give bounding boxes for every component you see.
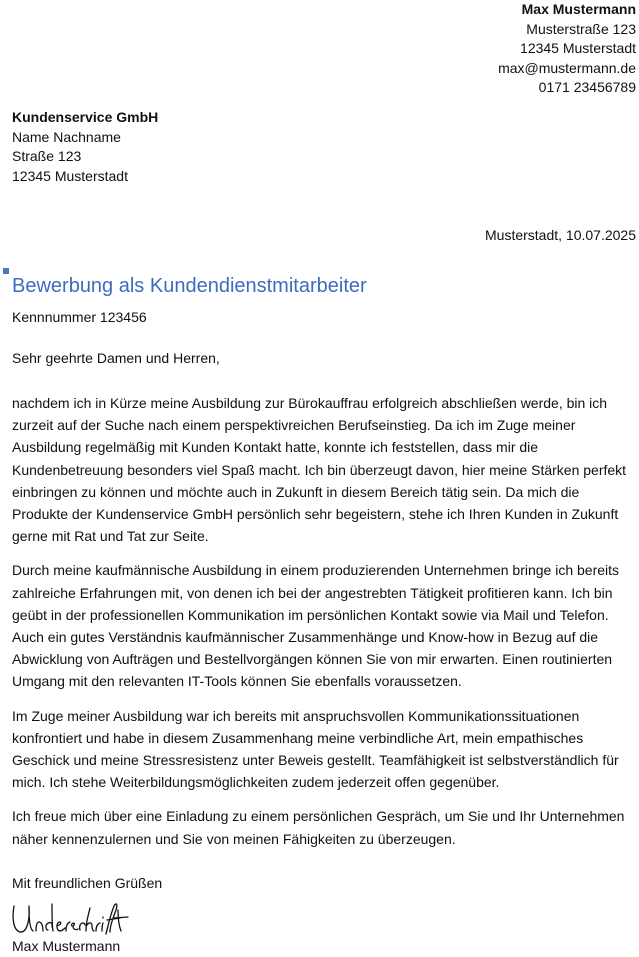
- letter-body: [12, 392, 630, 862]
- signer-name: Max Mustermann: [12, 938, 121, 954]
- paragraph-mark-icon: [3, 268, 9, 274]
- sender-name: Max Mustermann: [521, 1, 636, 17]
- recipient-city: 12345 Musterstadt: [12, 167, 128, 184]
- recipient-company: Kundenservice GmbH: [12, 109, 159, 125]
- closing-phrase: Mit freundlichen Grüßen: [12, 875, 163, 891]
- sender-phone: 0171 23456789: [538, 79, 636, 95]
- recipient-address-block: [12, 108, 158, 186]
- sender-email: max@mustermann.de: [498, 59, 636, 76]
- body-paragraph: Durch meine kaufmännische Ausbildung in einem produzierenden Unternehmen bringe ich bereits zahlreiche Erfahrungen mit, von denen ich bei der angestrebten Tätigkeit profitieren kann. Ich bin geübt in der professionellen Kommunikation im persönlichen Kontakt sowie via Mail und Telefon. Auch ein gutes Verständnis kaufmännischer Zusammenhänge und Know-how in Bezug auf die Abwicklung von Aufträgen und Bestellvorgängen können Sie von mir erwarten. Einen routinierten Umgang mit den relevanten IT-Tools können Sie ebenfalls voraussetzen.: [12, 562, 620, 690]
- recipient-contact: Name Nachname: [12, 128, 121, 145]
- recipient-street: Straße 123: [12, 148, 82, 164]
- body-paragraph: Im Zuge meiner Ausbildung war ich bereits mit anspruchsvollen Kommunikationssituationen konfrontiert und habe in diesem Zusammenhang meine verbindliche Art, mein empathisches Geschick und meine Stressresistenz unter Beweis gestellt. Teamfähigkeit ist selbstverständlich für mich. Ich stehe Weiterbildungsmöglichkeiten zudem jederzeit offen gegenüber.: [12, 707, 619, 791]
- body-paragraph: nachdem ich in Kürze meine Ausbildung zur Bürokauffrau erfolgreich abschließen werde, bin ich zurzeit auf der Suche nach einem perspektivreichen Berufseinstieg. Da ich im Zuge meiner Ausbildung regelmäßig mit Kunden Kontakt hatte, konnte ich feststellen, dass mir die Kundenbetreuung besonders viel Spaß macht. Ich bin überzeugt davon, hier meine Stärken perfekt einbringen zu können und möchte auch in Zukunft in diesem Bereich tätig sein. Da mich die Produkte der Kundenservice GmbH persönlich sehr begeistern, stehe ich Ihren Kunden in Zukunft gerne mit Rat und Tat zur Seite.: [12, 395, 627, 545]
- body-paragraph: Ich freue mich über eine Einladung zu einem persönlichen Gespräch, um Sie und Ihr Unternehmen näher kennenzulernen und Sie von meinen Fähigkeiten zu überzeugen.: [12, 808, 625, 847]
- salutation: Sehr geehrte Damen und Herren,: [12, 350, 220, 366]
- letter-date: Musterstadt, 10.07.2025: [485, 227, 636, 243]
- sender-address-block: [498, 0, 636, 98]
- handwritten-signature: [10, 896, 132, 940]
- reference-number: Kennnummer 123456: [12, 309, 147, 325]
- sender-city: 12345 Musterstadt: [520, 40, 636, 56]
- letter-subject: Bewerbung als Kundendienstmitarbeiter: [12, 275, 367, 297]
- sender-street: Musterstraße 123: [526, 20, 636, 37]
